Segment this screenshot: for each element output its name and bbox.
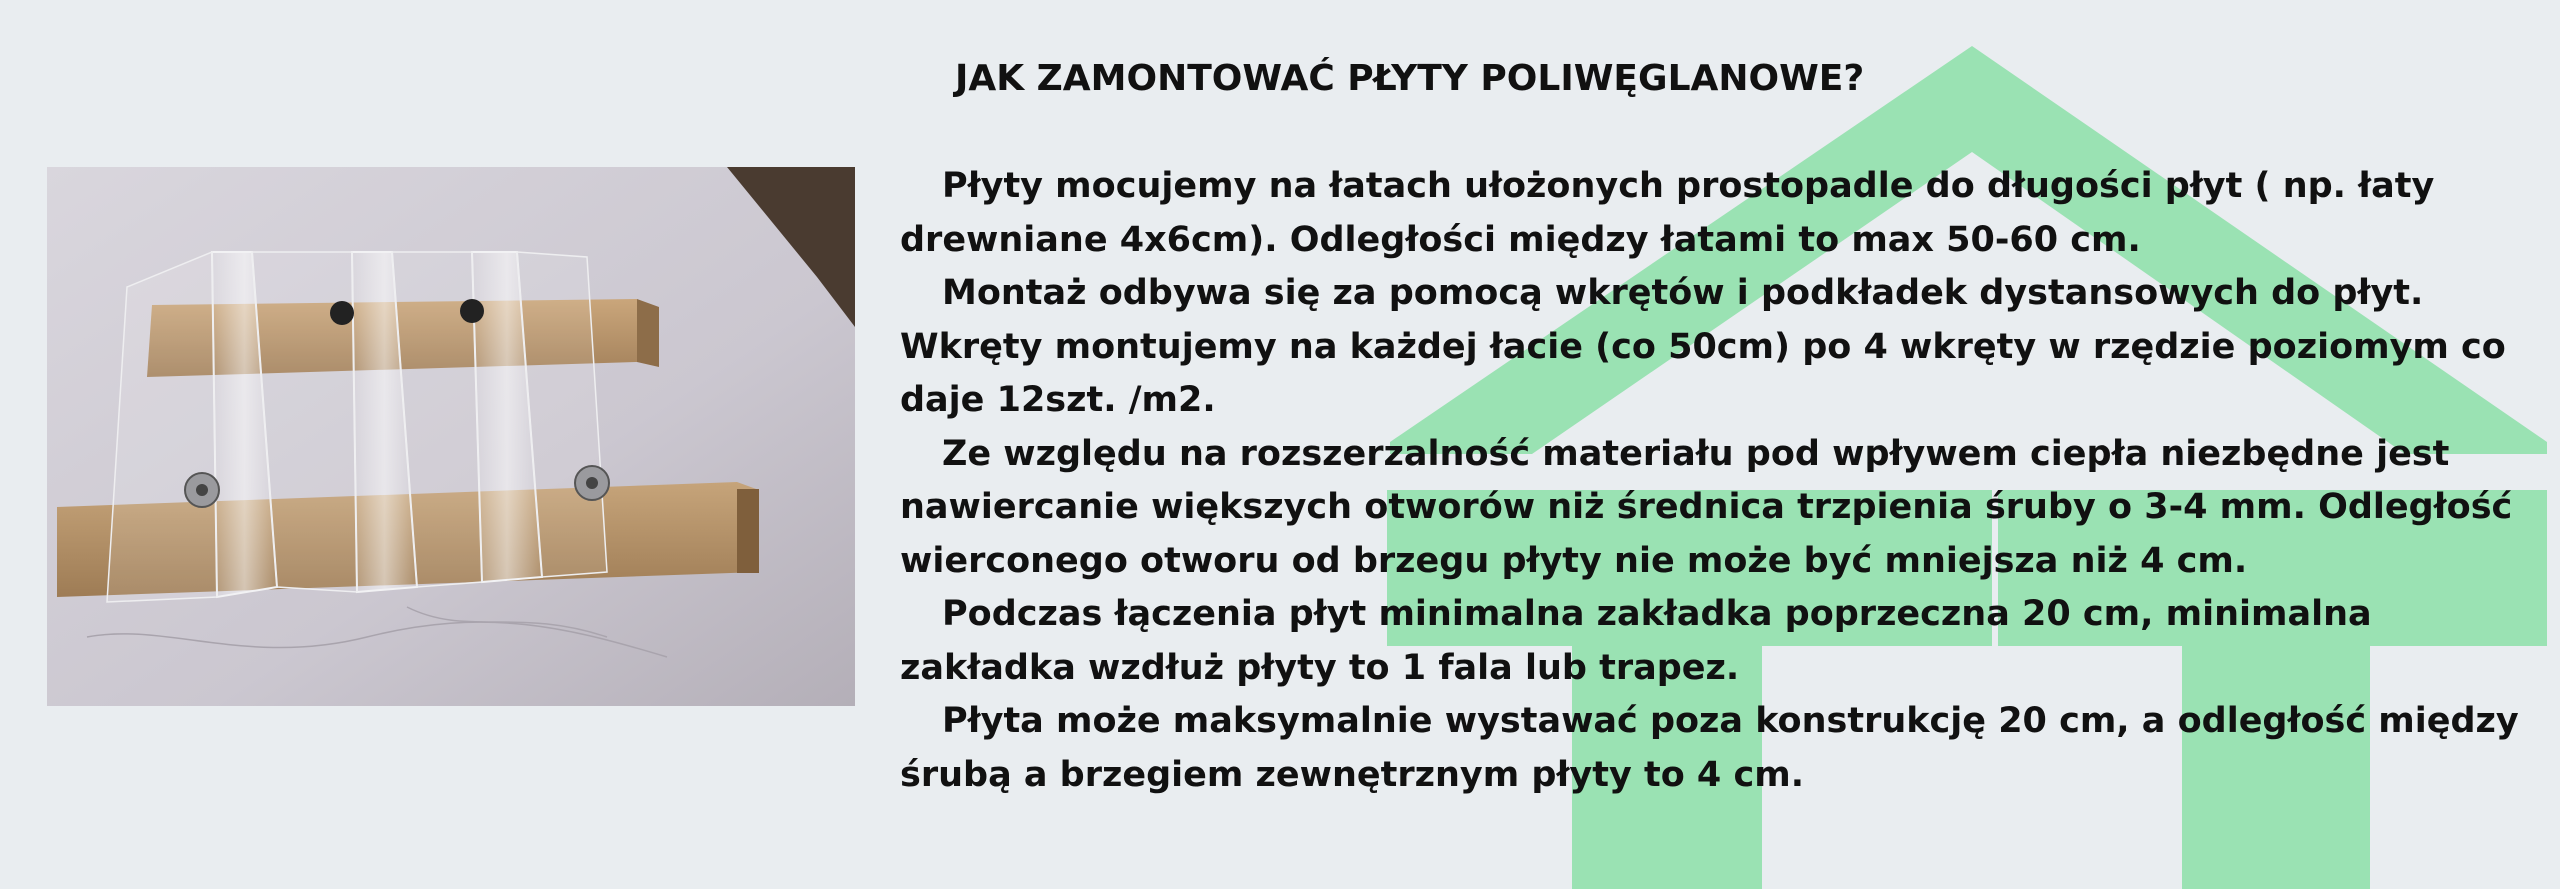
product-photo [47, 167, 855, 706]
paragraph: Płyty mocujemy na łatach ułożonych prostopadle do długości płyt ( np. łaty drewniane 4x6cm). Odległości między łatami to max 50-60 cm. [900, 166, 2435, 260]
paragraph: Płyta może maksymalnie wystawać poza konstrukcję 20 cm, a odległość między śrubą a brzegiem zewnętrznym płyty to 4 cm. [900, 701, 2519, 795]
paragraph: Ze względu na rozszerzalność materiału pod wpływem ciepła niezbędne jest nawiercanie większych otworów niż średnica trzpienia śruby o 3-4 mm. Odległość wierconego otworu od brzegu płyty nie może być mniejsza niż 4 cm. [900, 433, 2513, 581]
page-title: JAK ZAMONTOWAĆ PŁYTY POLIWĘGLANOWE? [955, 58, 1865, 99]
screw [330, 301, 354, 325]
paragraph: Podczas łączenia płyt minimalna zakładka poprzeczna 20 cm, minimalna zakładka wzdłuż płyty to 1 fala lub trapez. [900, 594, 2372, 688]
instructions-text [900, 160, 2540, 802]
paragraph: Montaż odbywa się za pomocą wkrętów i podkładek dystansowych do płyt. Wkręty montujemy na każdej łacie (co 50cm) po 4 wkręty w rzędzie poziomym co daje 12szt. /m2. [900, 273, 2506, 420]
polycarbonate-sheet [107, 252, 607, 602]
screw [460, 299, 484, 323]
